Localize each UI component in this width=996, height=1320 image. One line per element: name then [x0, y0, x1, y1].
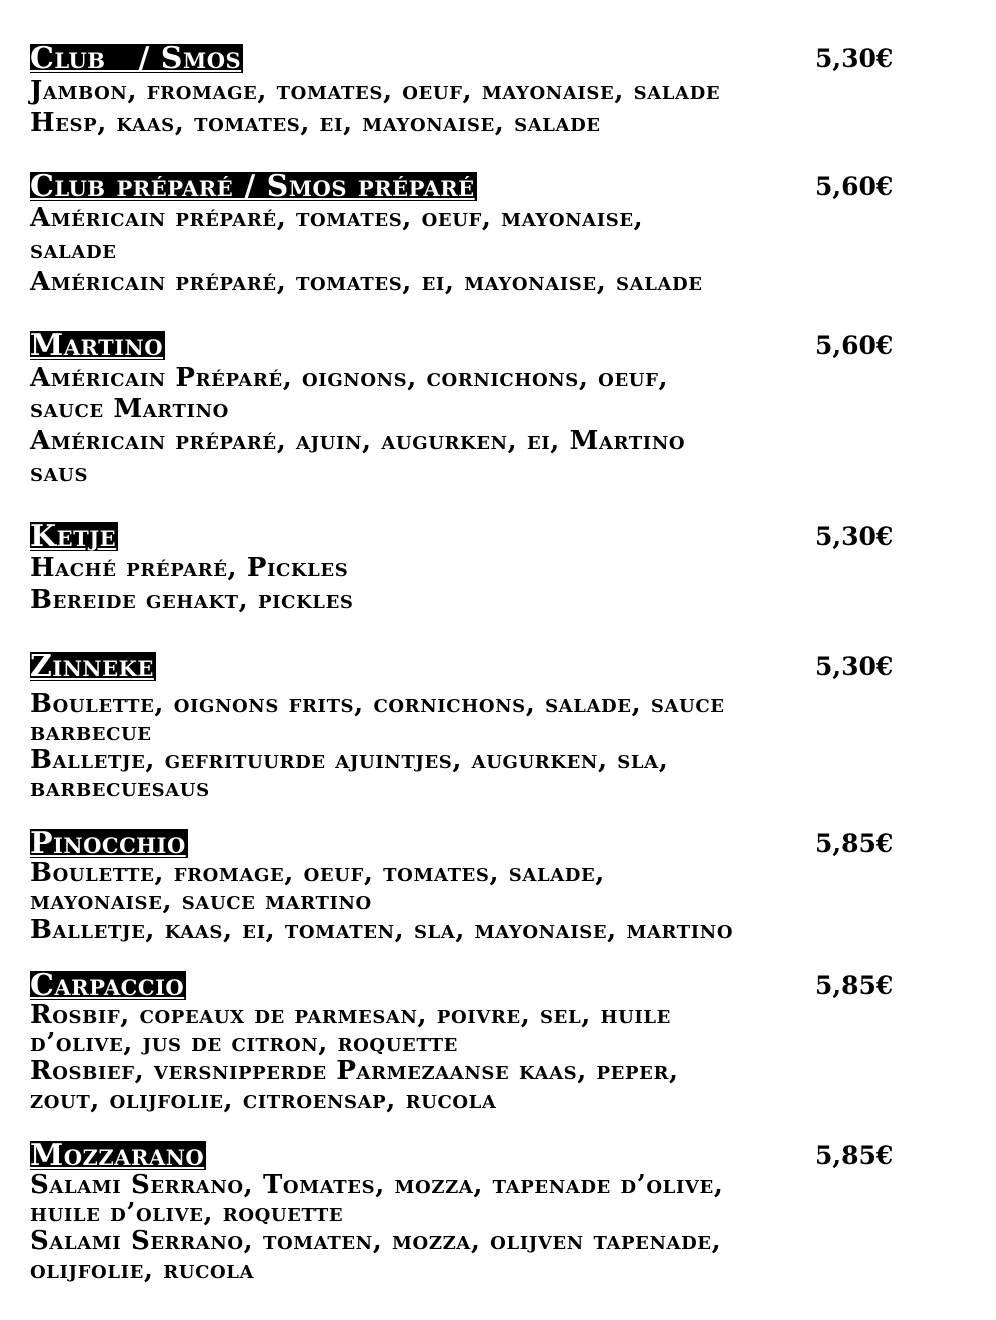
item-description-line: Rosbif, copeaux de parmesan, poivre, sel, huile — [30, 1000, 672, 1030]
item-description-line: olijfolie, rucola — [30, 1255, 255, 1285]
item-description-line: Bereide gehakt, pickles — [30, 585, 354, 615]
item-description-line: salade — [30, 235, 117, 265]
item-description-line: barbecue — [30, 717, 152, 747]
item-price: 5,85€ — [815, 829, 894, 858]
item-description-line: d’olive, jus de citron, roquette — [30, 1028, 458, 1058]
item-description-line: Salami Serrano, Tomates, mozza, tapenade d’olive, — [30, 1170, 724, 1200]
item-price: 5,30€ — [815, 44, 894, 73]
item-description-line: Balletje, gefrituurde ajuintjes, augurken, sla, — [30, 745, 669, 775]
item-description-line: mayonaise, sauce martino — [30, 886, 372, 916]
item-description-line: Hesp, kaas, tomates, ei, mayonaise, salade — [30, 108, 601, 138]
item-description-line: Américain préparé, tomates, ei, mayonaise, salade — [30, 267, 703, 297]
item-description-line: Jambon, fromage, tomates, oeuf, mayonaise, salade — [30, 76, 721, 106]
item-description-line: Boulette, oignons frits, cornichons, salade, sauce — [30, 689, 725, 719]
item-price: 5,60€ — [815, 331, 894, 360]
item-description-line: Américain Préparé, oignons, cornichons, oeuf, — [30, 363, 669, 393]
item-description-line: huile d’olive, roquette — [30, 1198, 344, 1228]
item-description-line: Boulette, fromage, oeuf, tomates, salade, — [30, 858, 605, 888]
item-price: 5,85€ — [815, 971, 894, 1000]
item-title: Mozzarano — [30, 1138, 205, 1173]
item-title: Zinneke — [30, 649, 154, 684]
item-description-line: Salami Serrano, tomaten, mozza, olijven tapenade, — [30, 1226, 722, 1256]
item-description-line: sauce Martino — [30, 394, 229, 424]
item-description-line: saus — [30, 458, 89, 488]
item-title: Club / Smos — [30, 41, 242, 76]
item-price: 5,30€ — [815, 522, 894, 551]
item-title: Club préparé / Smos préparé — [30, 169, 475, 204]
item-description-line: Haché préparé, Pickles — [30, 553, 349, 583]
item-description-line: Rosbief, versnipperde Parmezaanse kaas, peper, — [30, 1056, 679, 1086]
item-price: 5,60€ — [815, 172, 894, 201]
item-description-line: barbecuesaus — [30, 773, 210, 803]
item-title: Ketje — [30, 519, 117, 554]
item-title: Martino — [30, 328, 164, 363]
item-title: Pinocchio — [30, 826, 186, 861]
item-price: 5,30€ — [815, 652, 894, 681]
item-description-line: Américain préparé, ajuin, augurken, ei, Martino — [30, 426, 686, 456]
item-description-line: zout, olijfolie, citroensap, rucola — [30, 1085, 497, 1115]
item-description-line: Américain préparé, tomates, oeuf, mayonaise, — [30, 203, 644, 233]
item-description-line: Balletje, kaas, ei, tomaten, sla, mayonaise, martino — [30, 915, 734, 945]
item-price: 5,85€ — [815, 1141, 894, 1170]
item-title: Carpaccio — [30, 968, 185, 1003]
